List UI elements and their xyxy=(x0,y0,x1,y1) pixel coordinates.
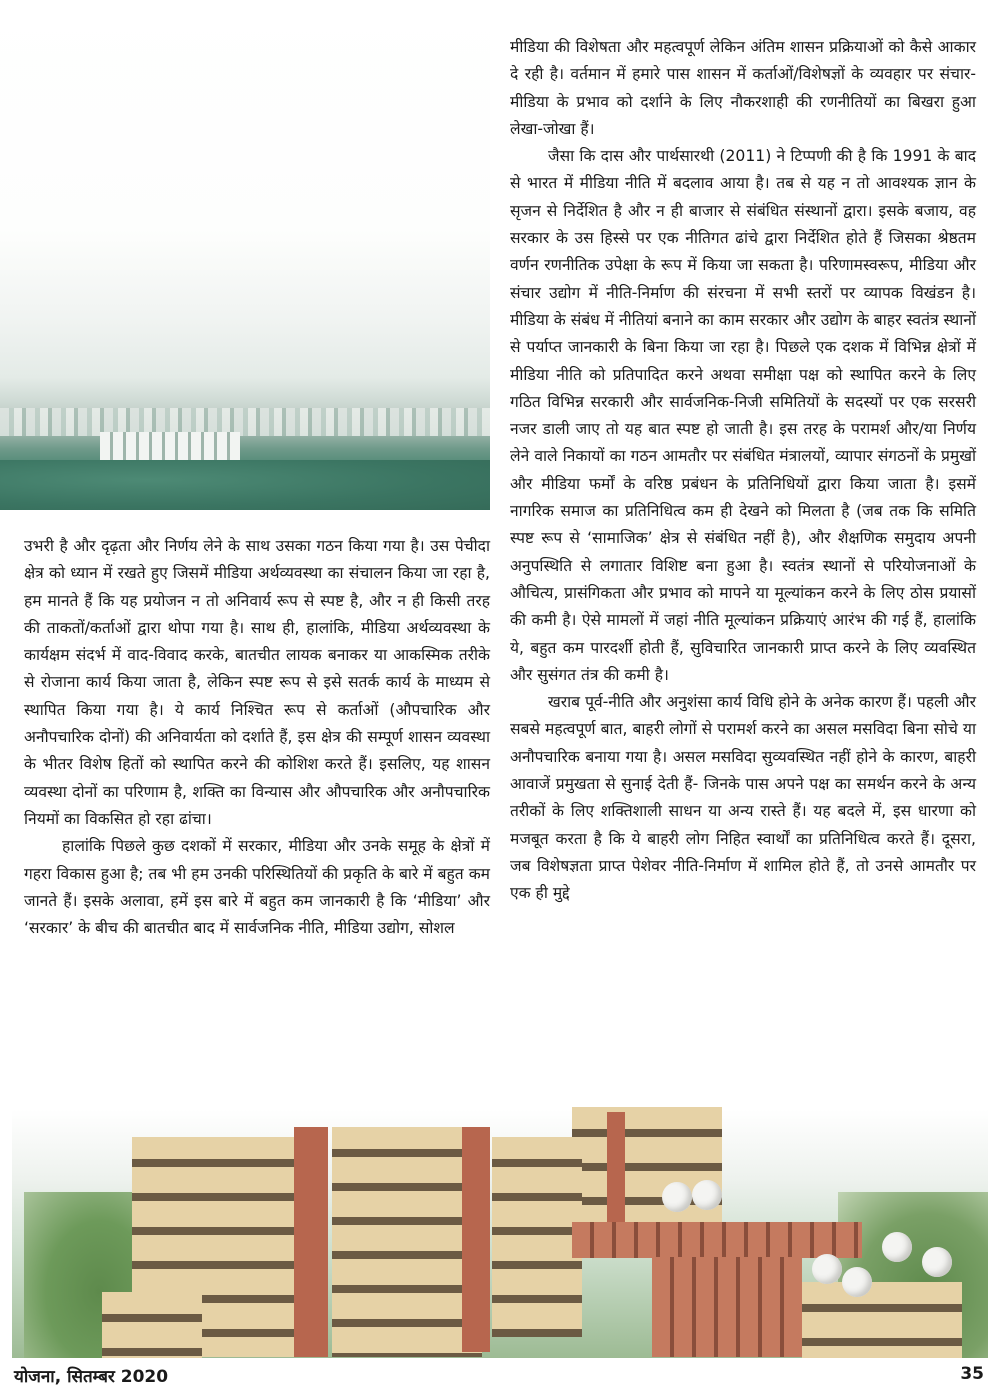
publication-footer: योजना, सितम्बर 2020 xyxy=(14,1367,169,1387)
photo-dish-2 xyxy=(692,1180,722,1210)
left-paragraph-1: उभरी है और दृढ़ता और निर्णय लेने के साथ उसका गठन किया गया है। उस पेचीदा क्षेत्र को ध्यान में रखते हुए जिसमें मीडिया अर्थव्यवस्था का संचालन किया जा रहा है, हम मानते हैं कि यह प्रयोजन न तो अनिवार्य रूप से स्पष्ट है, और न ही किसी तरह की ताकतों/कर्ताओं द्वारा थोपा गया है। साथ ही, हालांकि, मीडिया अर्थव्यवस्था के कार्यक्षम संदर्भ में वाद-विवाद करके, बातचीत लायक बनाकर या आकस्मिक तरीके से रोजाना कार्य किया जाता है, लेकिन स्पष्ट रूप से इसे सतर्क कार्य के माध्यम से स्थापित किया गया है। ये कार्य निश्चित रूप से कर्ताओं (औपचारिक और अनौपचारिक दोनों) की अनिवार्यता को दर्शाते हैं, इस क्षेत्र की सम्पूर्ण शासन व्यवस्था के भीतर विशेष हितों को स्थापित करने की कोशिश करते हैं। इसलिए, यह शासन व्यवस्था दोनों का परिणाम है, शक्ति का विन्यास और औपचारिक और अनौपचारिक नियमों का विकसित हो रहा ढांचा। xyxy=(24,537,490,828)
photo-pillar-1 xyxy=(294,1127,328,1357)
photo-terrace xyxy=(572,1222,862,1258)
right-paragraph-2: जैसा कि दास और पार्थसारथी (2011) ने टिप्पणी की है कि 1991 के बाद से भारत में मीडिया नीति में बदलाव आया है। तब से यह न तो आवश्यक ज्ञान के सृजन से निर्देशित है और न ही बाजार से संबंधित संस्थानों द्वारा। इसके बजाय, वह सरकार के उस हिस्से पर एक नीतिगत ढांचे द्वारा निर्देशित होते हैं जिसका श्रेष्ठतम वर्णन रणनीतिक उपेक्षा के रूप में किया जा सकता है। परिणामस्वरूप, मीडिया और संचार उद्योग में नीति-निर्माण की संरचना में सभी स्तरों पर व्यापक विखंडन है। मीडिया के संबंध में नीतियां बनाने का काम सरकार और उद्योग के बाहर स्वतंत्र स्थानों से पर्याप्त जानकारी के बिना किया जा रहा है। पिछले एक दशक में विभिन्न क्षेत्रों में मीडिया नीति को प्रतिपादित करने अथवा समीक्षा पक्ष को स्थापित करने के लिए गठित विभिन्न सरकारी और सार्वजनिक-निजी समितियों के सदस्यों पर एक सरसरी नजर डाली जाए तो यह बात स्पष्ट हो जाती है। इस तरह के परामर्श और/या निर्णय लेने वाले निकायों का गठन आमतौर पर संबंधित मंत्रालयों, व्यापार संगठनों के प्रमुखों और मीडिया फर्मों के वरिष्ठ प्रबंधन के प्रतिनिधियों द्वारा किया जाता है। इसमें नागरिक समाज का प्रतिनिधित्व कम ही देखने को मिलता है (जब तक कि समिति स्पष्ट रूप से ‘सामाजिक’ क्षेत्र से संबंधित नहीं है), और शैक्षणिक समुदाय अपनी अनुपस्थिति से लगातार विशिष्ट बना हुआ है। स्वतंत्र स्थानों से परियोजनाओं के औचित्य, प्रासंगिकता और प्रभाव को मापने या मूल्यांकन करने के लिए ठोस प्रयासों की कमी है। ऐसे मामलों में जहां नीति मूल्यांकन प्रक्रियाएं आरंभ की गई हैं, हालांकि ये, बहुत कम पारदर्शी होती हैं, सुविचारित जानकारी प्राप्त करने के लिए व्यवस्थित और सुसंगत तंत्र की कमी है। xyxy=(510,147,976,684)
photo-dish-4 xyxy=(842,1267,872,1297)
photo-dish-6 xyxy=(922,1247,952,1277)
right-column xyxy=(510,34,976,908)
photo-building-right-wing xyxy=(492,1137,582,1337)
page-number: 35 xyxy=(960,1364,984,1384)
photo-dish-5 xyxy=(882,1232,912,1262)
photo-building-low-left xyxy=(102,1292,202,1358)
left-paragraph-2: हालांकि पिछले कुछ दशकों में सरकार, मीडिया और उनके समूह के क्षेत्रों में गहरा विकास हुआ है; तब भी हम उनकी परिस्थितियों की प्रकृति के बारे में बहुत कम जानते हैं। इसके अलावा, हमें इस बारे में बहुत कम जानकारी है कि ‘मीडिया’ और ‘सरकार’ के बीच की बातचीत बाद में सार्वजनिक नीति, मीडिया उद्योग, सोशल xyxy=(24,837,490,938)
photo-towers xyxy=(100,432,240,462)
left-column xyxy=(24,533,490,942)
photo-pillar-2 xyxy=(462,1127,490,1352)
city-skyline-photo xyxy=(0,0,490,510)
photo-dish-1 xyxy=(662,1182,692,1212)
right-paragraph-1: मीडिया की विशेषता और महत्वपूर्ण लेकिन अंतिम शासन प्रक्रियाओं को कैसे आकार दे रही है। वर्तमान में हमारे पास शासन में कर्ताओं/विशेषज्ञों के व्यवहार पर संचार-मीडिया के प्रभाव को दर्शाने के लिए नौकरशाही की रणनीतियों का बिखरा हुआ लेखा-जोखा हैं। xyxy=(510,38,976,138)
photo-pillar-3 xyxy=(607,1112,625,1222)
building-complex-photo xyxy=(12,1082,988,1358)
photo-building-center xyxy=(332,1127,482,1357)
photo-building-low-right xyxy=(802,1282,962,1358)
photo-ramp xyxy=(652,1257,802,1357)
photo-city-band xyxy=(0,408,490,436)
right-paragraph-3: खराब पूर्व-नीति और अनुशंसा कार्य विधि होने के अनेक कारण हैं। पहली और सबसे महत्वपूर्ण बात, बाहरी लोगों से परामर्श करने का असल मसविदा बिना सोचे या अनौपचारिक बनाया गया है। असल मसविदा सुव्यवस्थित नहीं होने के कारण, बाहरी आवाजें प्रमुखता से सुनाई देती हैं- जिनके पास अपने पक्ष का समर्थन करने के अन्य तरीकों के लिए शक्तिशाली साधन या अन्य रास्ते हैं। यह बदले में, इस धारणा को मजबूत करता है कि ये बाहरी लोग निहित स्वार्थों का प्रतिनिधित्व करते हैं। दूसरा, जब विशेषज्ञता प्राप्त पेशेवर नीति-निर्माण में शामिल होते हैं, तो उनसे आमतौर पर एक ही मुद्दे xyxy=(510,693,976,903)
photo-forest xyxy=(0,460,490,510)
photo-dish-3 xyxy=(812,1254,842,1284)
